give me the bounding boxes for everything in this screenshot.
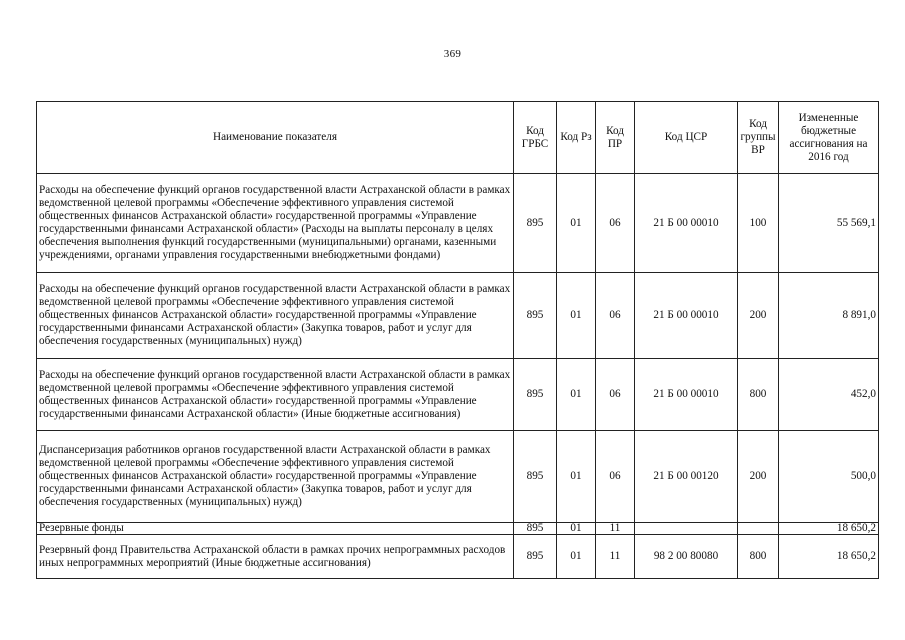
row-name: Расходы на обеспечение функций органов государственной власти Астраханской области в рамках ведомственной целевой программы «Обеспечение эффективного управления системой общественных финансов Астраханской области» государственной программы «Управление государственными финансами Астраханской области» (Иные бюджетные ассигнования) — [37, 359, 514, 431]
header-rz: Код Рз — [557, 102, 596, 174]
row-name: Резервный фонд Правительства Астраханской области в рамках прочих непрограммных расходов иных непрограммных мероприятий (Иные бюджетные ассигнования) — [37, 535, 514, 579]
table-row — [37, 359, 879, 431]
row-csr: 98 2 00 80080 — [635, 535, 738, 579]
table-row — [37, 523, 879, 535]
header-csr: Код ЦСР — [635, 102, 738, 174]
row-amount: 18 650,2 — [779, 523, 879, 535]
row-csr: 21 Б 00 00010 — [635, 174, 738, 273]
row-grbs: 895 — [514, 431, 557, 523]
row-amount: 500,0 — [779, 431, 879, 523]
header-grbs: Код ГРБС — [514, 102, 557, 174]
header-amount: Измененные бюджетные ассигнования на 2016 год — [779, 102, 879, 174]
row-rz: 01 — [557, 523, 596, 535]
budget-table — [36, 101, 879, 579]
row-name: Расходы на обеспечение функций органов государственной власти Астраханской области в рамках ведомственной целевой программы «Обеспечение эффективного управления системой общественных финансов Астраханской области» государственной программы «Управление государственными финансами Астраханской области» (Закупка товаров, работ и услуг для обеспечения государственных (муниципальных) нужд) — [37, 273, 514, 359]
row-rz: 01 — [557, 273, 596, 359]
row-name: Расходы на обеспечение функций органов государственной власти Астраханской области в рамках ведомственной целевой программы «Обеспечение эффективного управления системой общественных финансов Астраханской области» государственной программы «Управление государственными финансами Астраханской области» (Расходы на выплаты персоналу в целях обеспечения выполнения функций государственными (муниципальными) органами, казенными учреждениями, органами управления государственными внебюджетными фондами) — [37, 174, 514, 273]
row-vr: 200 — [738, 273, 779, 359]
table-row — [37, 535, 879, 579]
row-csr — [635, 523, 738, 535]
header-pr: Код ПР — [596, 102, 635, 174]
row-pr: 06 — [596, 431, 635, 523]
row-vr: 100 — [738, 174, 779, 273]
table-header-row — [37, 102, 879, 174]
row-grbs: 895 — [514, 174, 557, 273]
row-rz: 01 — [557, 359, 596, 431]
header-name: Наименование показателя — [37, 102, 514, 174]
row-grbs: 895 — [514, 273, 557, 359]
header-vr: Код группы ВР — [738, 102, 779, 174]
row-amount: 55 569,1 — [779, 174, 879, 273]
row-vr — [738, 523, 779, 535]
page-number: 369 — [443, 48, 462, 60]
row-grbs: 895 — [514, 523, 557, 535]
row-grbs: 895 — [514, 359, 557, 431]
row-csr: 21 Б 00 00120 — [635, 431, 738, 523]
row-name: Диспансеризация работников органов государственной власти Астраханской области в рамках ведомственной целевой программы «Обеспечение эффективного управления системой общественных финансов Астраханской области» государственной программы «Управление государственными финансами Астраханской области» (Закупка товаров, работ и услуг для обеспечения государственных (муниципальных) нужд) — [37, 431, 514, 523]
table-row — [37, 273, 879, 359]
row-rz: 01 — [557, 535, 596, 579]
row-pr: 11 — [596, 523, 635, 535]
row-vr: 200 — [738, 431, 779, 523]
row-pr: 11 — [596, 535, 635, 579]
table-row — [37, 431, 879, 523]
row-vr: 800 — [738, 359, 779, 431]
row-amount: 452,0 — [779, 359, 879, 431]
row-vr: 800 — [738, 535, 779, 579]
row-pr: 06 — [596, 359, 635, 431]
row-rz: 01 — [557, 174, 596, 273]
row-pr: 06 — [596, 174, 635, 273]
row-grbs: 895 — [514, 535, 557, 579]
row-rz: 01 — [557, 431, 596, 523]
row-pr: 06 — [596, 273, 635, 359]
row-csr: 21 Б 00 00010 — [635, 359, 738, 431]
row-name: Резервные фонды — [37, 523, 514, 535]
table-row — [37, 174, 879, 273]
row-csr: 21 Б 00 00010 — [635, 273, 738, 359]
row-amount: 8 891,0 — [779, 273, 879, 359]
row-amount: 18 650,2 — [779, 535, 879, 579]
